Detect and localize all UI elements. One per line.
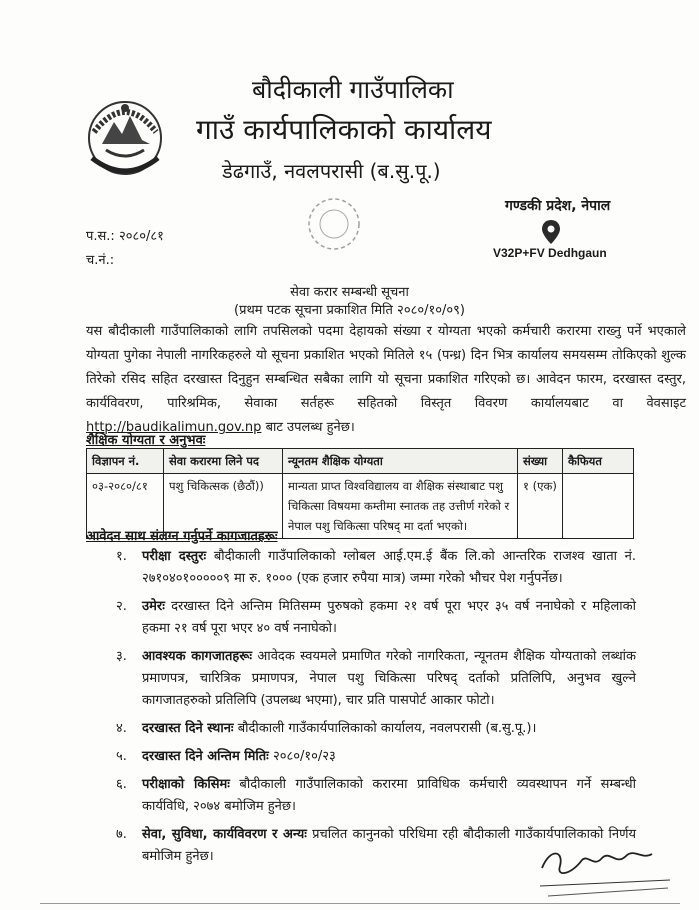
table-header-row	[87, 449, 634, 474]
office-name: गाउँ कार्यपालिकाको कार्यालय	[196, 113, 492, 146]
letter-number: प.स.: २०८०/८१	[86, 229, 164, 244]
list-item	[116, 718, 636, 740]
item-text: बौदीकाली गाउँकार्यपालिकाको कार्यालय, नवलपरासी (ब.सु.पू.)।	[237, 721, 537, 736]
documents-list	[116, 546, 636, 874]
item-text: आवेदक स्वयमले प्रमाणित गरेको नागरिकता, न्यूनतम शैक्षिक योग्यताको लब्धांक प्रमाणपत्र, चारित्रिक प्रमाणपत्र, नेपाल पशु चिकित्सा परिषद् दर्ताको प्रतिलिपि, अनुभव खुल्ने कागजातहरुको प्रतिलिपि (उपलब्ध भएमा), चार प्रति पासपोर्ट आकार फोटो।	[142, 649, 637, 708]
notice-body	[86, 320, 686, 440]
item-number: ३.	[116, 649, 127, 664]
office-stamp	[306, 196, 362, 252]
officer-signature	[530, 838, 680, 908]
documents-heading: आवेदन साथ संलग्न गर्नुपर्ने कागजातहरूः	[86, 529, 278, 544]
item-label: आवश्यक कागजातहरूः	[142, 649, 253, 664]
item-number: ७.	[116, 827, 127, 842]
notice-body-text: यस बौदीकाली गाउँपालिकाको लागि तपसिलको पदमा देहायको संख्या र योग्यता भएको कर्मचारी करारमा राख्नु पर्ने भएकाले योग्यता पुगेका नेपाली नागरिकहरुले यो सूचना प्रकाशित भएको मितिले १५ (पन्ध्र) दिन भित्र कार्यालय समयसम्म तोकिएको शुल्क तिरेको रसिद सहित दरखास्त दिनुहुन सम्बन्धित सबैका लागि यो सूचना प्रकाशित गरिएको छ। आवेदन फारम, दरखास्त दस्तुर, कार्यविवरण, पारिश्रमिक, सेवाका सर्तहरू सहितको विस्तृत विवरण कार्यालयबाट वा वेवसाइट	[86, 324, 686, 411]
list-item	[116, 774, 636, 818]
item-label: परीक्षाको किसिमः	[142, 777, 230, 792]
item-number: २.	[116, 599, 127, 614]
column-header: सेवा करारमा लिने पद	[164, 449, 283, 474]
item-label: दरखास्त दिने अन्तिम मितिः	[142, 749, 269, 764]
website-link[interactable]: http://baudikalimun.gov.np	[86, 420, 262, 435]
location-pin-icon	[540, 219, 562, 245]
nepal-emblem-icon	[80, 92, 170, 182]
qualification-heading: शैक्षिक योग्यता र अनुभवः	[86, 433, 206, 448]
column-header: संख्या	[518, 449, 563, 474]
column-header: कैफियत	[563, 449, 634, 474]
item-text: प्रचलित कानुनको परिधिमा रही बौदीकाली गाउँकार्यपालिकाको निर्णय बमोजिम हुनेछ।	[142, 827, 637, 864]
item-label: परीक्षा दस्तुरः	[142, 549, 207, 564]
item-number: ६.	[116, 777, 127, 792]
plus-code: V32P+FV Dedhgaun	[493, 246, 607, 260]
item-text: बौदीकाली गाउँपालिकाको करारमा प्राविधिक कर्मचारी व्यवस्थापन गर्ने सम्बन्धी कार्यविधि, २०७४ बमोजिम हुनेछ।	[142, 777, 636, 814]
bottom-divider	[40, 903, 680, 904]
municipality-name: बौदीकाली गाउँपालिका	[252, 75, 454, 104]
list-item	[116, 746, 636, 768]
list-item	[116, 596, 636, 640]
list-item	[116, 546, 636, 590]
item-text: बौदीकाली गाउँपालिकाको ग्लोबल आई.एम.ई बैंक लि.को आन्तरिक राजश्व खाता नं. २७१०४०१०००००९ मा रु. १००० (एक हजार रुपैया मात्र) जम्मा गरेको भौचर पेश गर्नुपर्नेछ।	[142, 549, 636, 586]
dispatch-number: च.नं.:	[86, 253, 115, 268]
notice-subtitle: (प्रथम पटक सूचना प्रकाशित मिति २०८०/१०/०९)	[234, 303, 465, 318]
item-text: दरखास्त दिने अन्तिम मितिसम्म पुरुषको हकमा २१ वर्ष पूरा भएर ३५ वर्ष ननाघेको र महिलाको हकमा २१ वर्ष पूरा भएर ४० वर्ष ननाघेको।	[142, 599, 636, 636]
item-label: सेवा, सुविधा, कार्यविवरण र अन्यः	[142, 827, 307, 842]
notice-body-end: बाट उपलब्ध हुनेछ।	[265, 420, 355, 435]
item-label: दरखास्त दिने स्थानः	[142, 721, 234, 736]
adv-number-cell: ०३-२०८०/८१	[87, 474, 164, 539]
item-label: उमेरः	[142, 599, 165, 614]
item-number: ५.	[116, 749, 127, 764]
qualification-cell: मान्यता प्राप्त विश्वविद्यालय वा शैक्षिक संस्थाबाट पशु चिकित्सा विषयमा कम्तीमा स्नातक तह उत्तीर्ण गरेको र नेपाल पशु चिकित्सा परिषद् मा दर्ता भएको।	[283, 474, 518, 539]
remarks-cell	[563, 474, 634, 539]
list-item	[116, 646, 636, 712]
column-header: न्यूनतम शैक्षिक योग्यता	[283, 449, 518, 474]
notice-title: सेवा करार सम्बन्धी सूचना	[290, 285, 409, 300]
post-cell: पशु चिकित्सक (छैठौं))	[164, 474, 283, 539]
item-number: १.	[116, 549, 127, 564]
column-header: विज्ञापन नं.	[87, 449, 164, 474]
count-cell: १ (एक)	[518, 474, 563, 539]
province-label: गण्डकी प्रदेश, नेपाल	[505, 198, 611, 214]
office-address: डेढगाउँ, नवलपरासी (ब.सु.पू.)	[222, 159, 441, 183]
item-number: ४.	[116, 721, 127, 736]
item-text: २०८०/१०/२३	[272, 749, 336, 764]
